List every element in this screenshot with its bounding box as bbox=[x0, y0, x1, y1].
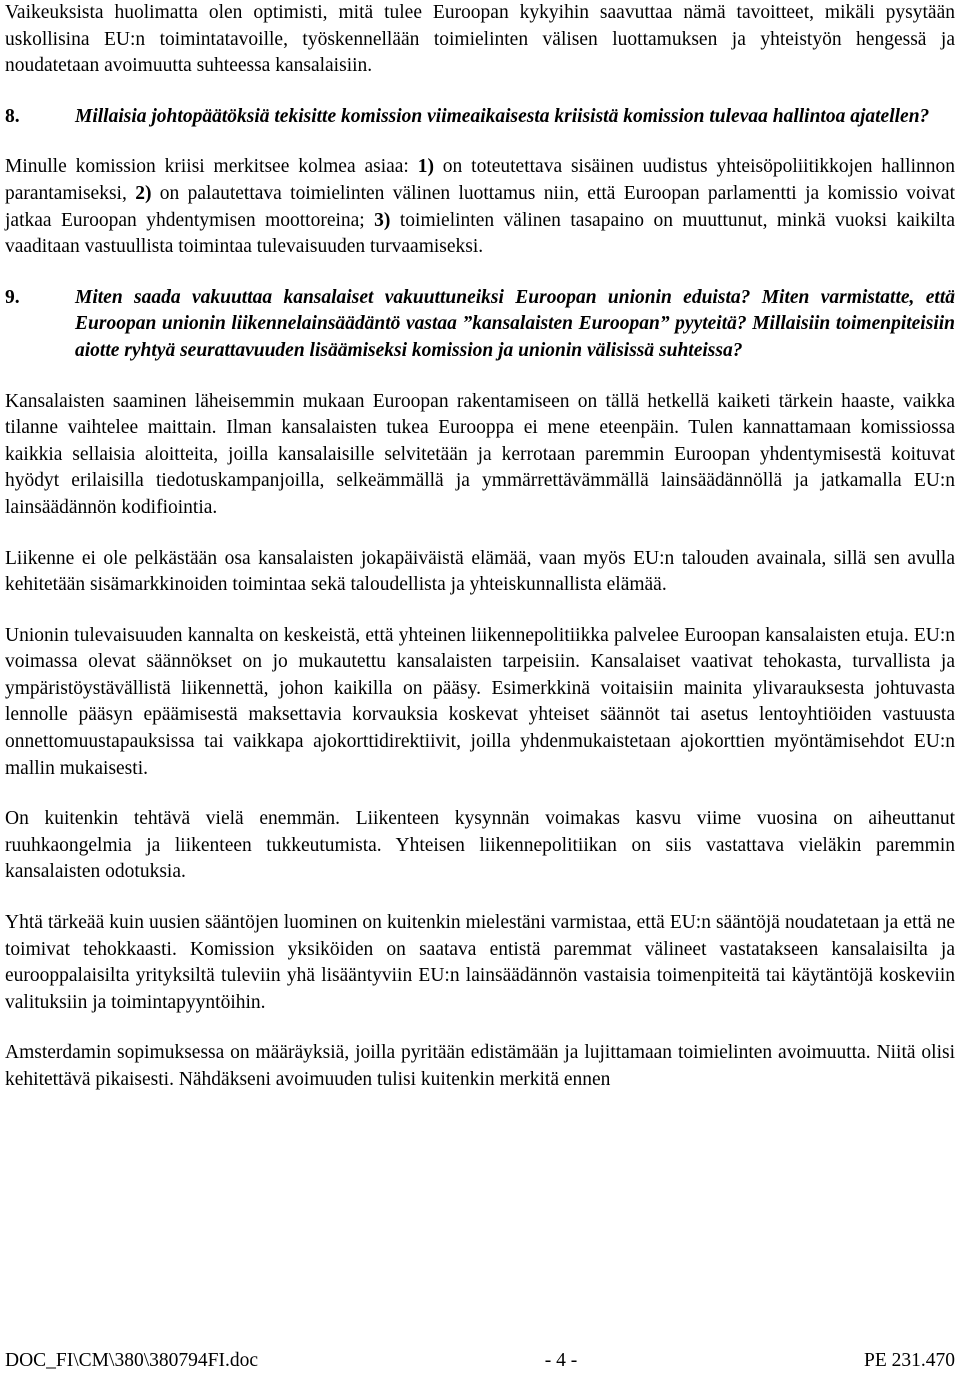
answer-8-marker-3: 3) bbox=[374, 209, 391, 231]
question-9 bbox=[5, 285, 955, 365]
question-8-text: Millaisia johtopäätöksiä tekisitte komission viimeaikaisesta kriisistä komission tulevaa hallintoa ajatellen? bbox=[75, 105, 930, 127]
paragraph-transport-economy: Liikenne ei ole pelkästään osa kansalaisten jokapäiväistä elämää, vaan myös EU:n talouden avainala, sillä sen avulla kehitetään sisämarkkinoiden toimintaa sekä taloudellista ja yhteiskunnallista elämää. bbox=[5, 547, 955, 596]
question-8 bbox=[5, 104, 955, 131]
paragraph-transport-policy: Unionin tulevaisuuden kannalta on keskeistä, että yhteinen liikennepolitiikka palvelee Euroopan kansalaisten etuja. EU:n voimassa olevat säännökset on jo mukautettu kansalaisten tarpeisiin. Kansalaiset vaativat tehokasta, turvallista ja ympäristöystävällistä liikennettä, johon kaikilla on pääsy. Esimerkkinä voitaisiin mainita ylivarauksesta johtuvasta lennolle pääsyn epäämisestä maksettavia korvauksia koskevat yhteiset säännöt tai asetus lentoyhtiöiden vastuusta onnettomuustapauksissa tai vaikkapa ajokorttidirektiivit, joilla yhdenmukaistetaan ajokorttien myöntämisehdot EU:n mallin mukaisesti. bbox=[5, 624, 955, 779]
paragraph-more-to-do: On kuitenkin tehtävä vielä enemmän. Liikenteen kysynnän voimakas kasvu viime vuosina on aiheuttanut ruuhkaongelmia ja liikenteen tukkeutumista. Yhteisen liikennepolitiikan on siis vastattava vieläkin paremmin kansalaisten odotuksia. bbox=[5, 808, 955, 883]
footer-pe-reference: PE 231.470 bbox=[863, 1350, 955, 1371]
answer-8-point-1: on toteutettava sisäinen uudistus yhteisöpoliitikkojen hallinnon parantamiseksi, bbox=[5, 156, 955, 204]
paragraph-amsterdam-treaty: Amsterdamin sopimuksessa on määräyksiä, joilla pyritään edistämään ja lujittamaan toimielinten avoimuutta. Niitä olisi kehitettävä pikaisesti. Nähdäkseni avoimuuden tulisi kuitenkin merkitä ennen bbox=[5, 1042, 955, 1090]
answer-8-point-2: on palautettava toimielinten välinen luottamus niin, että Euroopan parlamentti ja komissio voivat jatkaa Euroopan yhdentymisen moottoreina; bbox=[5, 182, 955, 231]
answer-8-point-3: toimielinten välinen tasapaino on muuttunut, minkä vuoksi kaikilta vaaditaan vastuullista toimintaa tulevaisuuden turvaamiseksi. bbox=[5, 209, 955, 258]
paragraph-optimism: Vaikeuksista huolimatta olen optimisti, mitä tulee Euroopan kykyihin saavuttaa nämä tavoitteet, mikäli pysytään uskollisina EU:n toimintatavoille, työskennellään toimielinten välisen luottamuksen ja yhteistyön hengessä ja noudatetaan avoimuutta suhteessa kansalaisiin. bbox=[5, 2, 955, 77]
answer-8-marker-1: 1) bbox=[417, 156, 434, 178]
paragraph-rule-enforcement: Yhtä tärkeää kuin uusien sääntöjen luominen on kuitenkin mielestäni varmistaa, että EU:n sääntöjä noudatetaan ja että ne toimivat tehokkaasti. Komission yksiköiden on saatava entistä paremmat välineet vastatakseen kansalaisilta ja eurooppalaisilta yrityksiltä tuleviin yhä lisääntyviin EU:n lainsäädännön vastaisia toimenpiteitä tai käytäntöjä koskeviin valituksiin ja toimintapyyntöihin. bbox=[5, 912, 955, 1013]
answer-8 bbox=[5, 154, 955, 260]
paragraph-citizens-engagement: Kansalaisten saaminen läheisemmin mukaan Euroopan rakentamiseen on tällä hetkellä kaiketi tärkein haaste, vaikka tilanne vaihtelee maittain. Ilman kansalaisten tukea Eurooppa ei mene eteenpäin. Tulen kannattamaan komissiossa kaikkia sellaisia aloitteita, joilla kansalaisille selvitetään ja kerrotaan paremmin Euroopan yhdentymisestä koituvat hyödyt erilaisilla tiedotuskampanjoilla, selkeämmällä ja ymmärrettävämmällä lainsäädännöllä ja jatkamalla EU:n lainsäädännön kodifiointia. bbox=[5, 390, 955, 518]
question-8-number: 8. bbox=[5, 105, 20, 127]
answer-8-intro: Minulle komission kriisi merkitsee kolmea asiaa: bbox=[5, 156, 418, 178]
answer-8-marker-2: 2) bbox=[135, 182, 152, 204]
page-footer bbox=[5, 1348, 955, 1374]
document-page bbox=[5, 0, 955, 1094]
question-9-number: 9. bbox=[5, 286, 20, 308]
footer-doc-reference: DOC_FI\CM\380\380794FI.doc bbox=[5, 1350, 258, 1371]
question-9-text: Miten saada vakuuttaa kansalaiset vakuuttuneiksi Euroopan unionin eduista? Miten varmistatte, että Euroopan unionin liikennelainsäädäntö vastaa ”kansalaisten Euroopan” pyyteitä? Millaisiin toimenpiteisiin aiotte ryhtyä seurattavuuden lisäämiseksi komission ja unionin välisissä suhteissa? bbox=[75, 286, 955, 361]
footer-page-number: - 4 - bbox=[544, 1350, 578, 1371]
